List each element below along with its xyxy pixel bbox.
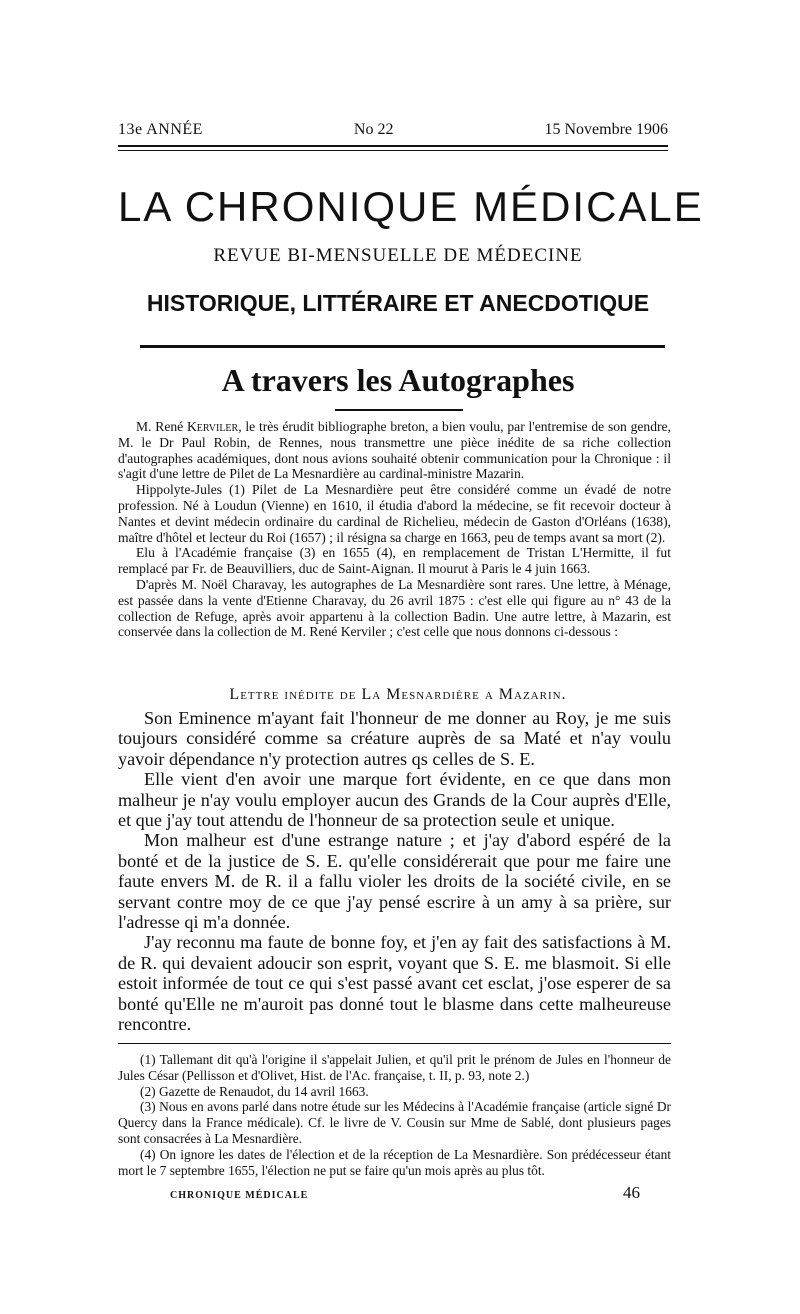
page-number: 46 xyxy=(623,1183,640,1202)
title-rule xyxy=(140,345,665,348)
issue-number: No 22 xyxy=(353,121,394,138)
footnote: (3) Nous en avons parlé dans notre étude sur les Médecins à l'Académie française (article signé Dr Quercy dans la France médicale). Cf. le livre de V. Cousin sur Mme de Sablé, dont plusieurs pages sont consacrées à La Mesnardière. xyxy=(118,1099,671,1146)
footnote: (2) Gazette de Renaudot, du 14 avril 1663. xyxy=(140,1083,369,1099)
letter-paragraph: Elle vient d'en avoir une marque fort évidente, en ce que dans mon malheur je n'ay voulu employer aucun des Grands de la Cour auprès d'Elle, et que j'ay tout attendu de l'honneur de sa protection seule et unique. xyxy=(118,769,671,831)
journal-title: LA CHRONIQUE MÉDICALE xyxy=(118,183,704,230)
footnote: (4) On ignore les dates de l'élection et de la réception de La Mesnardière. Son prédécesseur étant mort le 7 septembre 1655, l'élection ne put se faire qu'un mois après au plus tôt. xyxy=(118,1146,671,1178)
intro-paragraph: D'après M. Noël Charavay, les autographes de La Mesnardière sont rares. Une lettre, à Ménage, est passée dans la vente d'Etienne Charavay, du 26 avril 1875 : c'est elle qui figure au n° 43 de la collection de Refuge, après avoir appartenu à la collection Badin. Une autre lettre, à Mazarin, est conservée dans la collection de M. René Kerviler ; c'est celle que nous donnons ci-dessous : xyxy=(118,576,671,640)
journal-subtitle-2: HISTORIQUE, LITTÉRAIRE ET ANECDOTIQUE xyxy=(146,290,650,316)
footnotes xyxy=(118,1052,671,1178)
letter-paragraph: Mon malheur est d'une estrange nature ; et j'ay d'abord espéré de la bonté et de la justice de S. E. qu'elle considérerait que pour me faire une faute envers M. de R. il a fallu violer les droits de la société civile, en se servant contre moy de ce que j'ay pensé escrire à un amy à sa prière, sur l'adresse qi m'a donnée. xyxy=(118,830,671,933)
intro-paragraph: Elu à l'Académie française (3) en 1655 (4), en remplacement de Tristan L'Hermitte, il fut remplacé par Fr. de Beauvilliers, duc de Saint-Aignan. Il mourut à Paris le 4 juin 1663. xyxy=(118,545,671,577)
article-intro xyxy=(118,419,671,640)
intro-paragraph: Hippolyte-Jules (1) Pilet de La Mesnardière peut être considéré comme un évadé de notre profession. Né à Loudun (Vienne) en 1610, il étudia d'abord la médecine, se fit recevoir docteur à Nantes et devint médecin ordinaire du cardinal de Richelieu, médecin de Gaston d'Orléans (1638), maître d'hôtel et lecteur du Roi (1657) ; il résigna sa charge en 1663, peu de temps avant sa mort (2). xyxy=(118,482,671,545)
masthead-double-rule xyxy=(118,145,668,151)
masthead xyxy=(118,121,668,139)
letter-paragraph: J'ay reconnu ma faute de bonne foy, et j'en ay fait des satisfactions à M. de R. qui devaient adoucir son esprit, voyant que S. E. me blasmoit. Si elle estoit informée de tout ce qui s'est passé avant cet esclat, j'ose esperer de sa bonté qu'Elle ne m'auroit pas donné tout le blasme dans cette malheureuse rencontre. xyxy=(118,932,671,1035)
article-title-rule xyxy=(335,409,463,411)
article-title: A travers les Autographes xyxy=(221,362,575,398)
page-footer xyxy=(170,1183,640,1203)
letter-title: Lettre inédite de La Mesnardière a Mazarin. xyxy=(229,686,567,703)
letter-body xyxy=(118,708,671,1035)
intro-paragraph: M. René Kerviler, le très érudit bibliographe breton, a bien voulu, par l'entremise de son gendre, M. le Dr Paul Robin, de Rennes, nous transmettre une pièce inédite de sa riche collection d'autographes académiques, dont nous avions souhaité obtenir communication pour la Chronique : il s'agit d'une lettre de Pilet de La Mesnardière au cardinal-ministre Mazarin. xyxy=(118,419,671,482)
footer-journal-name: CHRONIQUE MÉDICALE xyxy=(170,1190,309,1201)
year-label: 13e ANNÉE xyxy=(118,121,203,138)
footnote: (1) Tallemant dit qu'à l'origine il s'appelait Julien, et qu'il prit le prénom de Jules en l'honneur de Jules César (Pellisson et d'Olivet, Hist. de l'Ac. française, t. II, p. 93, note 2.) xyxy=(118,1052,671,1083)
issue-date: 15 Novembre 1906 xyxy=(544,121,668,138)
journal-subtitle: REVUE BI-MENSUELLE DE MÉDECINE xyxy=(213,245,583,266)
footnotes-rule xyxy=(118,1043,671,1044)
letter-paragraph: Son Eminence m'ayant fait l'honneur de me donner au Roy, je me suis toujours considéré comme sa créature auprès de sa Maté et n'ay voulu yavoir dépendance n'y protection autres qs celles de S. E. xyxy=(118,708,671,769)
